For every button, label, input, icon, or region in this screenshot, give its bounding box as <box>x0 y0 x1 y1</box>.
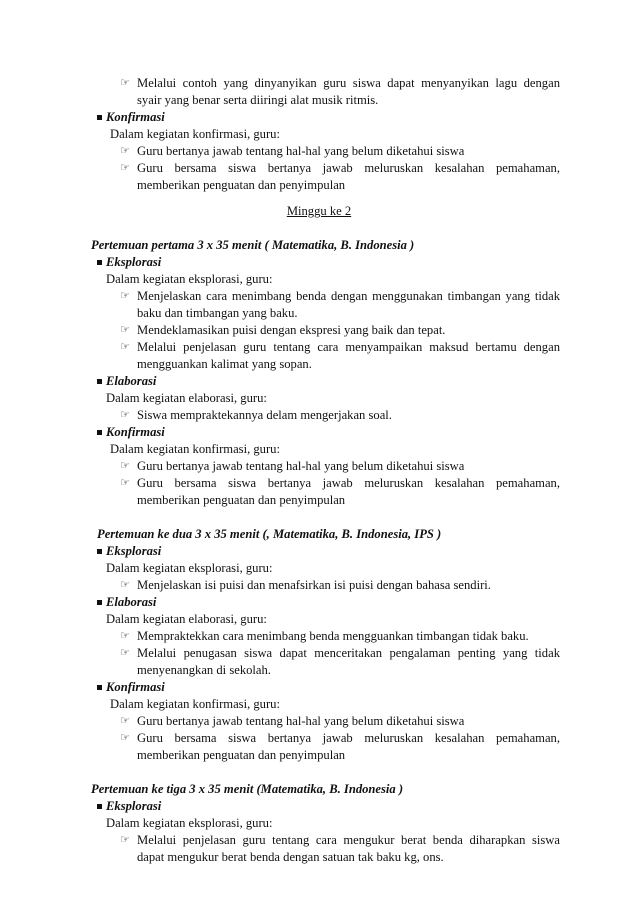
section-heading: Elaborasi <box>106 374 157 388</box>
list-item-continuation: memberikan penguatan dan penyimpulan <box>137 178 346 192</box>
section-intro: Dalam kegiatan eksplorasi, guru: <box>106 816 273 830</box>
square-bullet-icon <box>97 685 102 690</box>
list-item: Menjelaskan isi puisi dan menafsirkan isi puisi dengan bahasa sendiri. <box>137 578 491 592</box>
list-item: Siswa mempraktekannya delam mengerjakan soal. <box>137 408 392 422</box>
section-heading: Konfirmasi <box>106 425 165 439</box>
list-item: Mendeklamasikan puisi dengan ekspresi yang baik dan tepat. <box>137 323 446 337</box>
section-heading: Konfirmasi <box>106 680 165 694</box>
square-bullet-icon <box>97 600 102 605</box>
pointing-hand-icon: ☞ <box>120 408 130 421</box>
section-intro: Dalam kegiatan eksplorasi, guru: <box>106 272 273 286</box>
meeting-heading: Pertemuan ke dua 3 x 35 menit (, Matematika, B. Indonesia, IPS ) <box>97 527 442 541</box>
section-intro: Dalam kegiatan konfirmasi, guru: <box>110 127 280 141</box>
square-bullet-icon <box>97 379 102 384</box>
pointing-hand-icon: ☞ <box>120 476 130 489</box>
pointing-hand-icon: ☞ <box>120 340 130 353</box>
pointing-hand-icon: ☞ <box>120 459 130 472</box>
section-heading: Konfirmasi <box>106 110 165 124</box>
pointing-hand-icon: ☞ <box>120 289 130 302</box>
section-heading: Eksplorasi <box>106 544 162 558</box>
pointing-hand-icon: ☞ <box>120 144 130 157</box>
list-item: Guru bersama siswa bertanya jawab meluruskan kesalahan pemahaman, <box>137 161 560 175</box>
list-item: Guru bertanya jawab tentang hal-hal yang belum diketahui siswa <box>137 459 465 473</box>
list-item: Melalui contoh yang dinyanyikan guru siswa dapat menyanyikan lagu dengan <box>137 76 560 90</box>
section-intro: Dalam kegiatan konfirmasi, guru: <box>110 442 280 456</box>
square-bullet-icon <box>97 549 102 554</box>
list-item-continuation: syair yang benar serta diiringi alat musik ritmis. <box>137 93 379 107</box>
pointing-hand-icon: ☞ <box>120 714 130 727</box>
list-item: Menjelaskan cara menimbang benda dengan menggunakan timbangan yang tidak <box>137 289 560 303</box>
list-item: Guru bertanya jawab tentang hal-hal yang belum diketahui siswa <box>137 144 465 158</box>
meeting-heading: Pertemuan ke tiga 3 x 35 menit (Matematika, B. Indonesia ) <box>91 782 404 796</box>
list-item-continuation: baku dan timbangan yang baku. <box>137 306 298 320</box>
list-item-continuation: mengguankan kalimat yang sopan. <box>137 357 312 371</box>
pointing-hand-icon: ☞ <box>120 578 130 591</box>
pointing-hand-icon: ☞ <box>120 323 130 336</box>
section-intro: Dalam kegiatan eksplorasi, guru: <box>106 561 273 575</box>
list-item: Guru bersama siswa bertanya jawab meluruskan kesalahan pemahaman, <box>137 476 560 490</box>
meeting-heading: Pertemuan pertama 3 x 35 menit ( Matematika, B. Indonesia ) <box>91 238 415 252</box>
section-heading: Eksplorasi <box>106 799 162 813</box>
pointing-hand-icon: ☞ <box>120 833 130 846</box>
square-bullet-icon <box>97 115 102 120</box>
pointing-hand-icon: ☞ <box>120 161 130 174</box>
list-item: Guru bersama siswa bertanya jawab meluruskan kesalahan pemahaman, <box>137 731 560 745</box>
list-item: Melalui penjelasan guru tentang cara menyampaikan maksud bertamu dengan <box>137 340 560 354</box>
list-item: Guru bertanya jawab tentang hal-hal yang belum diketahui siswa <box>137 714 465 728</box>
week-heading: Minggu ke 2 <box>286 204 352 218</box>
section-intro: Dalam kegiatan elaborasi, guru: <box>106 391 267 405</box>
list-item-continuation: menyenangkan di sekolah. <box>137 663 271 677</box>
list-item: Mempraktekkan cara menimbang benda mengguankan timbangan tidak baku. <box>137 629 529 643</box>
square-bullet-icon <box>97 430 102 435</box>
pointing-hand-icon: ☞ <box>120 646 130 659</box>
pointing-hand-icon: ☞ <box>120 76 130 89</box>
square-bullet-icon <box>97 260 102 265</box>
pointing-hand-icon: ☞ <box>120 731 130 744</box>
section-intro: Dalam kegiatan konfirmasi, guru: <box>110 697 280 711</box>
section-intro: Dalam kegiatan elaborasi, guru: <box>106 612 267 626</box>
list-item-continuation: dapat mengukur berat benda dengan satuan tak baku kg, ons. <box>137 850 444 864</box>
list-item: Melalui penugasan siswa dapat menceritakan pengalaman penting yang tidak <box>137 646 560 660</box>
pointing-hand-icon: ☞ <box>120 629 130 642</box>
list-item: Melalui penjelasan guru tentang cara mengukur berat benda diharapkan siswa <box>137 833 560 847</box>
list-item-continuation: memberikan penguatan dan penyimpulan <box>137 493 346 507</box>
section-heading: Elaborasi <box>106 595 157 609</box>
square-bullet-icon <box>97 804 102 809</box>
list-item-continuation: memberikan penguatan dan penyimpulan <box>137 748 346 762</box>
section-heading: Eksplorasi <box>106 255 162 269</box>
